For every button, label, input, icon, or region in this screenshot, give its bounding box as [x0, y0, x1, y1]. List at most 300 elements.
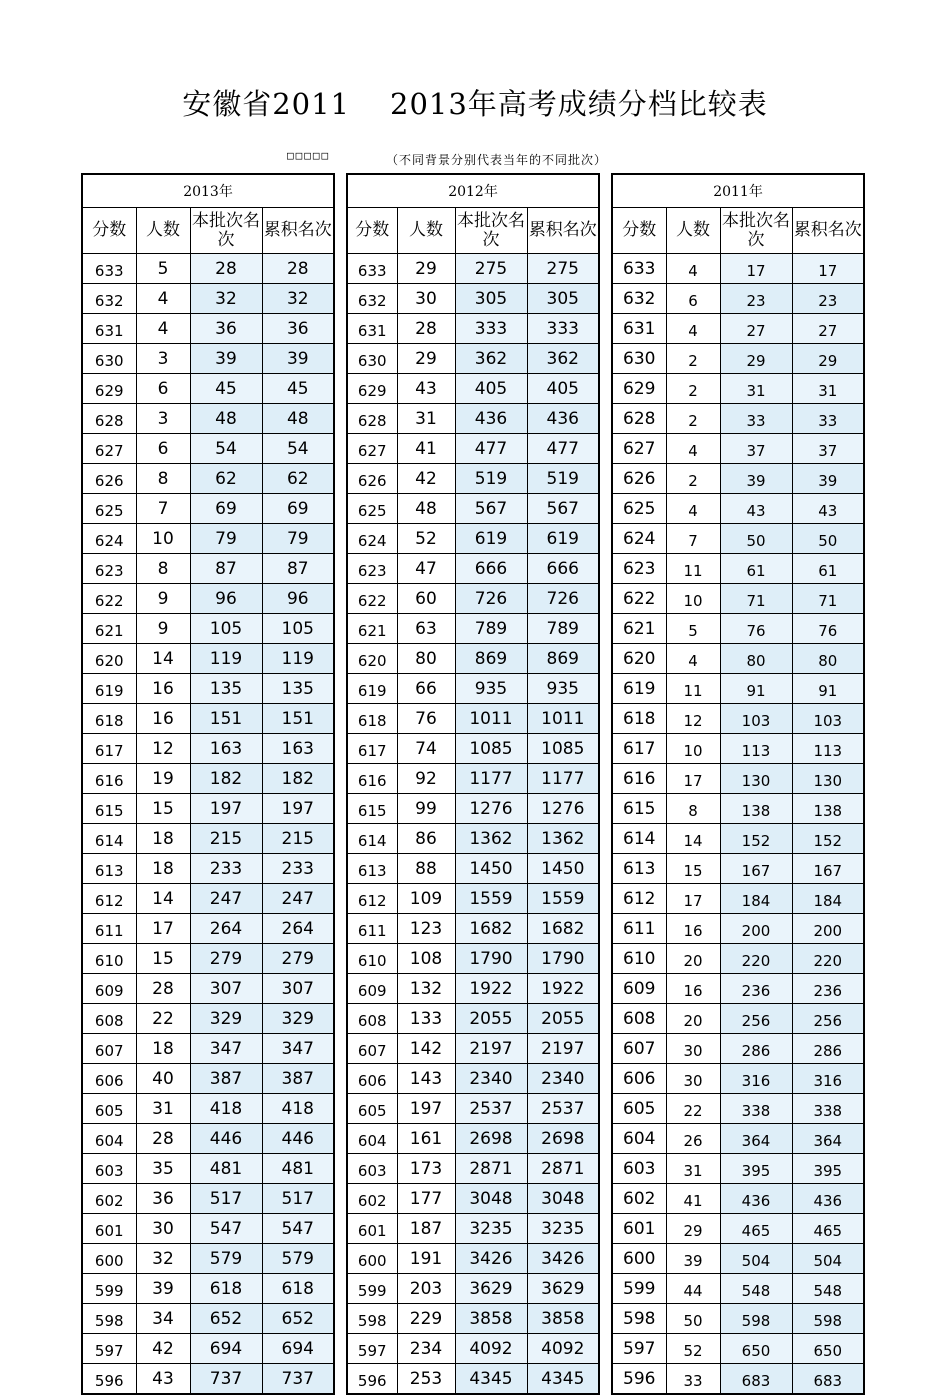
cum-rank-cell: 789 [527, 614, 599, 644]
cum-rank-cell: 3426 [527, 1244, 599, 1274]
cum-rank-cell: 2340 [527, 1064, 599, 1094]
batch-rank-cell: 182 [190, 764, 262, 794]
score-cell: 600 [347, 1244, 397, 1274]
score-cell: 617 [612, 734, 666, 764]
batch-rank-cell: 256 [720, 1004, 792, 1034]
table-row [347, 584, 599, 614]
batch-rank-cell: 418 [190, 1094, 262, 1124]
table-row [347, 1334, 599, 1364]
table-row [612, 344, 864, 374]
table-row [82, 704, 334, 734]
table-row [82, 914, 334, 944]
score-cell: 612 [612, 884, 666, 914]
table-row [612, 1004, 864, 1034]
cum-rank-cell: 666 [527, 554, 599, 584]
score-cell: 610 [612, 944, 666, 974]
score-cell: 605 [82, 1094, 136, 1124]
batch-rank-cell: 869 [455, 644, 527, 674]
count-cell: 28 [136, 1124, 190, 1154]
count-cell: 3 [136, 404, 190, 434]
count-cell: 14 [666, 824, 720, 854]
count-cell: 30 [666, 1034, 720, 1064]
count-cell: 4 [666, 254, 720, 284]
count-cell: 5 [136, 254, 190, 284]
batch-rank-cell: 387 [190, 1064, 262, 1094]
table-row [612, 1244, 864, 1274]
batch-rank-cell: 2055 [455, 1004, 527, 1034]
count-cell: 74 [397, 734, 455, 764]
table-2011 [611, 173, 865, 1395]
cum-rank-cell: 264 [262, 914, 334, 944]
batch-rank-cell: 3235 [455, 1214, 527, 1244]
cum-rank-cell: 3858 [527, 1304, 599, 1334]
score-cell: 610 [347, 944, 397, 974]
cum-rank-cell: 436 [527, 404, 599, 434]
table-row [82, 1124, 334, 1154]
cum-rank-cell: 256 [792, 1004, 864, 1034]
batch-rank-cell: 91 [720, 674, 792, 704]
count-cell: 3 [136, 344, 190, 374]
score-cell: 597 [612, 1334, 666, 1364]
cum-rank-cell: 69 [262, 494, 334, 524]
cum-rank-cell: 32 [262, 284, 334, 314]
count-cell: 10 [666, 584, 720, 614]
count-cell: 142 [397, 1034, 455, 1064]
table-row [82, 1214, 334, 1244]
batch-rank-cell: 61 [720, 554, 792, 584]
score-cell: 597 [347, 1334, 397, 1364]
batch-rank-cell: 305 [455, 284, 527, 314]
batch-rank-cell: 29 [720, 344, 792, 374]
table-row [82, 494, 334, 524]
cum-rank-cell: 2055 [527, 1004, 599, 1034]
cum-rank-cell: 215 [262, 824, 334, 854]
table-row [612, 374, 864, 404]
year-header: 2012年 [347, 174, 599, 208]
batch-rank-cell: 737 [190, 1364, 262, 1395]
cum-rank-cell: 29 [792, 344, 864, 374]
cum-rank-cell: 152 [792, 824, 864, 854]
cum-rank-cell: 37 [792, 434, 864, 464]
table-row [347, 1274, 599, 1304]
cum-rank-cell: 130 [792, 764, 864, 794]
batch-rank-cell: 275 [455, 254, 527, 284]
cum-rank-cell: 347 [262, 1034, 334, 1064]
batch-rank-cell: 618 [190, 1274, 262, 1304]
cum-rank-cell: 45 [262, 374, 334, 404]
cum-rank-cell: 48 [262, 404, 334, 434]
score-cell: 597 [82, 1334, 136, 1364]
score-cell: 604 [612, 1124, 666, 1154]
count-cell: 42 [397, 464, 455, 494]
table-row [347, 554, 599, 584]
count-cell: 66 [397, 674, 455, 704]
table-row [612, 1034, 864, 1064]
count-cell: 203 [397, 1274, 455, 1304]
cum-rank-cell: 567 [527, 494, 599, 524]
batch-rank-cell: 69 [190, 494, 262, 524]
score-cell: 607 [347, 1034, 397, 1064]
count-cell: 43 [397, 374, 455, 404]
count-cell: 28 [397, 314, 455, 344]
score-cell: 612 [347, 884, 397, 914]
count-cell: 31 [397, 404, 455, 434]
score-cell: 615 [82, 794, 136, 824]
score-cell: 618 [347, 704, 397, 734]
score-cell: 601 [347, 1214, 397, 1244]
cum-rank-cell: 652 [262, 1304, 334, 1334]
score-cell: 625 [612, 494, 666, 524]
batch-rank-cell: 151 [190, 704, 262, 734]
count-cell: 4 [666, 644, 720, 674]
score-cell: 602 [82, 1184, 136, 1214]
batch-rank-cell: 694 [190, 1334, 262, 1364]
score-cell: 627 [347, 434, 397, 464]
cum-rank-cell: 504 [792, 1244, 864, 1274]
count-cell: 20 [666, 1004, 720, 1034]
table-row [347, 884, 599, 914]
batch-rank-cell: 200 [720, 914, 792, 944]
batch-rank-header: 本批次名次 [455, 208, 527, 254]
count-cell: 14 [136, 644, 190, 674]
batch-rank-cell: 247 [190, 884, 262, 914]
batch-rank-cell: 80 [720, 644, 792, 674]
score-cell: 616 [612, 764, 666, 794]
score-cell: 610 [82, 944, 136, 974]
cum-rank-cell: 1559 [527, 884, 599, 914]
score-cell: 596 [347, 1364, 397, 1395]
batch-rank-cell: 1450 [455, 854, 527, 884]
batch-rank-cell: 579 [190, 1244, 262, 1274]
count-cell: 30 [666, 1064, 720, 1094]
count-cell: 88 [397, 854, 455, 884]
cum-rank-cell: 519 [527, 464, 599, 494]
cum-rank-cell: 405 [527, 374, 599, 404]
table-2012 [346, 173, 600, 1395]
batch-rank-cell: 96 [190, 584, 262, 614]
batch-rank-cell: 37 [720, 434, 792, 464]
cum-rank-cell: 36 [262, 314, 334, 344]
count-cell: 15 [136, 944, 190, 974]
score-cell: 630 [82, 344, 136, 374]
score-cell: 606 [82, 1064, 136, 1094]
score-cell: 609 [612, 974, 666, 1004]
batch-rank-cell: 652 [190, 1304, 262, 1334]
count-cell: 42 [136, 1334, 190, 1364]
table-row [82, 1004, 334, 1034]
count-cell: 15 [666, 854, 720, 884]
table-row [612, 854, 864, 884]
table-row [82, 374, 334, 404]
count-cell: 17 [136, 914, 190, 944]
table-row [347, 254, 599, 284]
table-row [612, 1334, 864, 1364]
score-cell: 617 [347, 734, 397, 764]
count-cell: 44 [666, 1274, 720, 1304]
cum-rank-header: 累积名次 [262, 208, 334, 254]
count-cell: 86 [397, 824, 455, 854]
cum-rank-cell: 39 [792, 464, 864, 494]
count-cell: 30 [397, 284, 455, 314]
table-row [82, 1244, 334, 1274]
count-cell: 16 [666, 914, 720, 944]
batch-rank-cell: 54 [190, 434, 262, 464]
score-cell: 609 [347, 974, 397, 1004]
score-header: 分数 [612, 208, 666, 254]
cum-rank-cell: 200 [792, 914, 864, 944]
cum-rank-header: 累积名次 [527, 208, 599, 254]
cum-rank-cell: 1177 [527, 764, 599, 794]
count-cell: 177 [397, 1184, 455, 1214]
table-row [612, 1124, 864, 1154]
score-cell: 614 [347, 824, 397, 854]
table-row [82, 764, 334, 794]
table-row [612, 314, 864, 344]
table-row [347, 704, 599, 734]
count-cell: 33 [666, 1364, 720, 1395]
score-cell: 629 [347, 374, 397, 404]
count-cell: 132 [397, 974, 455, 1004]
score-cell: 616 [347, 764, 397, 794]
cum-rank-cell: 436 [792, 1184, 864, 1214]
table-row [82, 344, 334, 374]
table-row [612, 524, 864, 554]
cum-rank-cell: 935 [527, 674, 599, 704]
cum-rank-cell: 61 [792, 554, 864, 584]
cum-rank-cell: 286 [792, 1034, 864, 1064]
batch-rank-cell: 1559 [455, 884, 527, 914]
table-row [612, 944, 864, 974]
score-cell: 613 [612, 854, 666, 884]
batch-rank-cell: 2871 [455, 1154, 527, 1184]
score-cell: 624 [82, 524, 136, 554]
batch-rank-cell: 48 [190, 404, 262, 434]
cum-rank-cell: 31 [792, 374, 864, 404]
score-cell: 619 [82, 674, 136, 704]
batch-rank-cell: 1362 [455, 824, 527, 854]
batch-rank-cell: 517 [190, 1184, 262, 1214]
table-row [612, 1094, 864, 1124]
cum-rank-header: 累积名次 [792, 208, 864, 254]
batch-rank-cell: 119 [190, 644, 262, 674]
cum-rank-cell: 446 [262, 1124, 334, 1154]
cum-rank-cell: 481 [262, 1154, 334, 1184]
table-row [82, 854, 334, 884]
table-row [347, 404, 599, 434]
batch-rank-cell: 1177 [455, 764, 527, 794]
table-row [82, 434, 334, 464]
table-body [347, 254, 599, 1395]
table-row [612, 764, 864, 794]
table-row [612, 1154, 864, 1184]
score-cell: 632 [612, 284, 666, 314]
score-cell: 601 [612, 1214, 666, 1244]
score-cell: 623 [612, 554, 666, 584]
batch-rank-cell: 519 [455, 464, 527, 494]
score-cell: 600 [82, 1244, 136, 1274]
batch-rank-cell: 113 [720, 734, 792, 764]
table-row [82, 1304, 334, 1334]
batch-rank-cell: 3858 [455, 1304, 527, 1334]
cum-rank-cell: 105 [262, 614, 334, 644]
cum-rank-cell: 1085 [527, 734, 599, 764]
batch-rank-cell: 504 [720, 1244, 792, 1274]
score-cell: 611 [612, 914, 666, 944]
table-row [82, 674, 334, 704]
batch-rank-cell: 446 [190, 1124, 262, 1154]
cum-rank-cell: 3235 [527, 1214, 599, 1244]
batch-rank-cell: 79 [190, 524, 262, 554]
cum-rank-cell: 279 [262, 944, 334, 974]
cum-rank-cell: 1790 [527, 944, 599, 974]
count-cell: 18 [136, 824, 190, 854]
table-row [612, 284, 864, 314]
batch-rank-cell: 4345 [455, 1364, 527, 1395]
batch-rank-cell: 197 [190, 794, 262, 824]
count-cell: 8 [136, 464, 190, 494]
score-header: 分数 [82, 208, 136, 254]
table-row [82, 1184, 334, 1214]
count-cell: 7 [136, 494, 190, 524]
score-cell: 612 [82, 884, 136, 914]
score-cell: 609 [82, 974, 136, 1004]
table-row [612, 1184, 864, 1214]
cum-rank-cell: 477 [527, 434, 599, 464]
cum-rank-cell: 683 [792, 1364, 864, 1395]
table-row [347, 494, 599, 524]
score-cell: 628 [82, 404, 136, 434]
score-cell: 598 [347, 1304, 397, 1334]
table-row [612, 614, 864, 644]
batch-rank-cell: 4092 [455, 1334, 527, 1364]
score-cell: 626 [612, 464, 666, 494]
batch-rank-cell: 130 [720, 764, 792, 794]
background-note: （不同背景分别代表当年的不同批次） [386, 153, 608, 167]
cum-rank-cell: 62 [262, 464, 334, 494]
count-cell: 63 [397, 614, 455, 644]
cum-rank-cell: 27 [792, 314, 864, 344]
table-row [82, 1274, 334, 1304]
table-row [347, 314, 599, 344]
score-cell: 621 [612, 614, 666, 644]
count-cell: 26 [666, 1124, 720, 1154]
cum-rank-cell: 275 [527, 254, 599, 284]
cum-rank-cell: 579 [262, 1244, 334, 1274]
cum-rank-cell: 618 [262, 1274, 334, 1304]
batch-rank-cell: 481 [190, 1154, 262, 1184]
table-row [612, 914, 864, 944]
cum-rank-cell: 182 [262, 764, 334, 794]
batch-rank-cell: 27 [720, 314, 792, 344]
count-cell: 2 [666, 464, 720, 494]
table-row [347, 434, 599, 464]
batch-rank-cell: 789 [455, 614, 527, 644]
count-cell: 4 [666, 494, 720, 524]
cum-rank-cell: 71 [792, 584, 864, 614]
page-title [0, 82, 950, 123]
cum-rank-cell: 151 [262, 704, 334, 734]
batch-rank-cell: 477 [455, 434, 527, 464]
score-cell: 600 [612, 1244, 666, 1274]
cum-rank-cell: 547 [262, 1214, 334, 1244]
cum-rank-cell: 1362 [527, 824, 599, 854]
cum-rank-cell: 23 [792, 284, 864, 314]
cum-rank-cell: 598 [792, 1304, 864, 1334]
cum-rank-cell: 33 [792, 404, 864, 434]
table-row [347, 1364, 599, 1395]
cum-rank-cell: 329 [262, 1004, 334, 1034]
batch-rank-cell: 31 [720, 374, 792, 404]
score-cell: 606 [612, 1064, 666, 1094]
cum-rank-cell: 2871 [527, 1154, 599, 1184]
count-cell: 173 [397, 1154, 455, 1184]
table-row [82, 1154, 334, 1184]
year-header: 2013年 [82, 174, 334, 208]
batch-rank-cell: 598 [720, 1304, 792, 1334]
score-cell: 633 [612, 254, 666, 284]
score-cell: 608 [82, 1004, 136, 1034]
title-part-b: 2013年高考成绩分档比较表 [390, 87, 768, 121]
score-cell: 623 [82, 554, 136, 584]
batch-rank-cell: 329 [190, 1004, 262, 1034]
cum-rank-cell: 4092 [527, 1334, 599, 1364]
table-row [612, 794, 864, 824]
score-cell: 633 [347, 254, 397, 284]
cum-rank-cell: 694 [262, 1334, 334, 1364]
score-cell: 607 [82, 1034, 136, 1064]
count-cell: 31 [136, 1094, 190, 1124]
table-row [347, 944, 599, 974]
count-cell: 4 [666, 314, 720, 344]
count-cell: 22 [666, 1094, 720, 1124]
count-cell: 8 [136, 554, 190, 584]
cum-rank-cell: 362 [527, 344, 599, 374]
batch-rank-cell: 233 [190, 854, 262, 884]
score-cell: 603 [347, 1154, 397, 1184]
table-row [347, 974, 599, 1004]
count-cell: 41 [666, 1184, 720, 1214]
cum-rank-cell: 2537 [527, 1094, 599, 1124]
score-cell: 624 [612, 524, 666, 554]
cum-rank-cell: 418 [262, 1094, 334, 1124]
cum-rank-cell: 197 [262, 794, 334, 824]
table-row [82, 614, 334, 644]
batch-rank-cell: 1922 [455, 974, 527, 1004]
count-cell: 43 [136, 1364, 190, 1395]
cum-rank-cell: 28 [262, 254, 334, 284]
score-cell: 633 [82, 254, 136, 284]
score-cell: 628 [347, 404, 397, 434]
score-cell: 627 [612, 434, 666, 464]
score-cell: 632 [347, 284, 397, 314]
table-row [612, 464, 864, 494]
batch-rank-cell: 2537 [455, 1094, 527, 1124]
score-cell: 631 [82, 314, 136, 344]
table-row [82, 554, 334, 584]
count-cell: 5 [666, 614, 720, 644]
count-cell: 8 [666, 794, 720, 824]
cum-rank-cell: 247 [262, 884, 334, 914]
score-cell: 601 [82, 1214, 136, 1244]
table-row [347, 464, 599, 494]
score-cell: 613 [82, 854, 136, 884]
count-cell: 7 [666, 524, 720, 554]
table-row [612, 884, 864, 914]
batch-rank-cell: 2340 [455, 1064, 527, 1094]
score-cell: 621 [347, 614, 397, 644]
cum-rank-cell: 1682 [527, 914, 599, 944]
table-row [347, 764, 599, 794]
